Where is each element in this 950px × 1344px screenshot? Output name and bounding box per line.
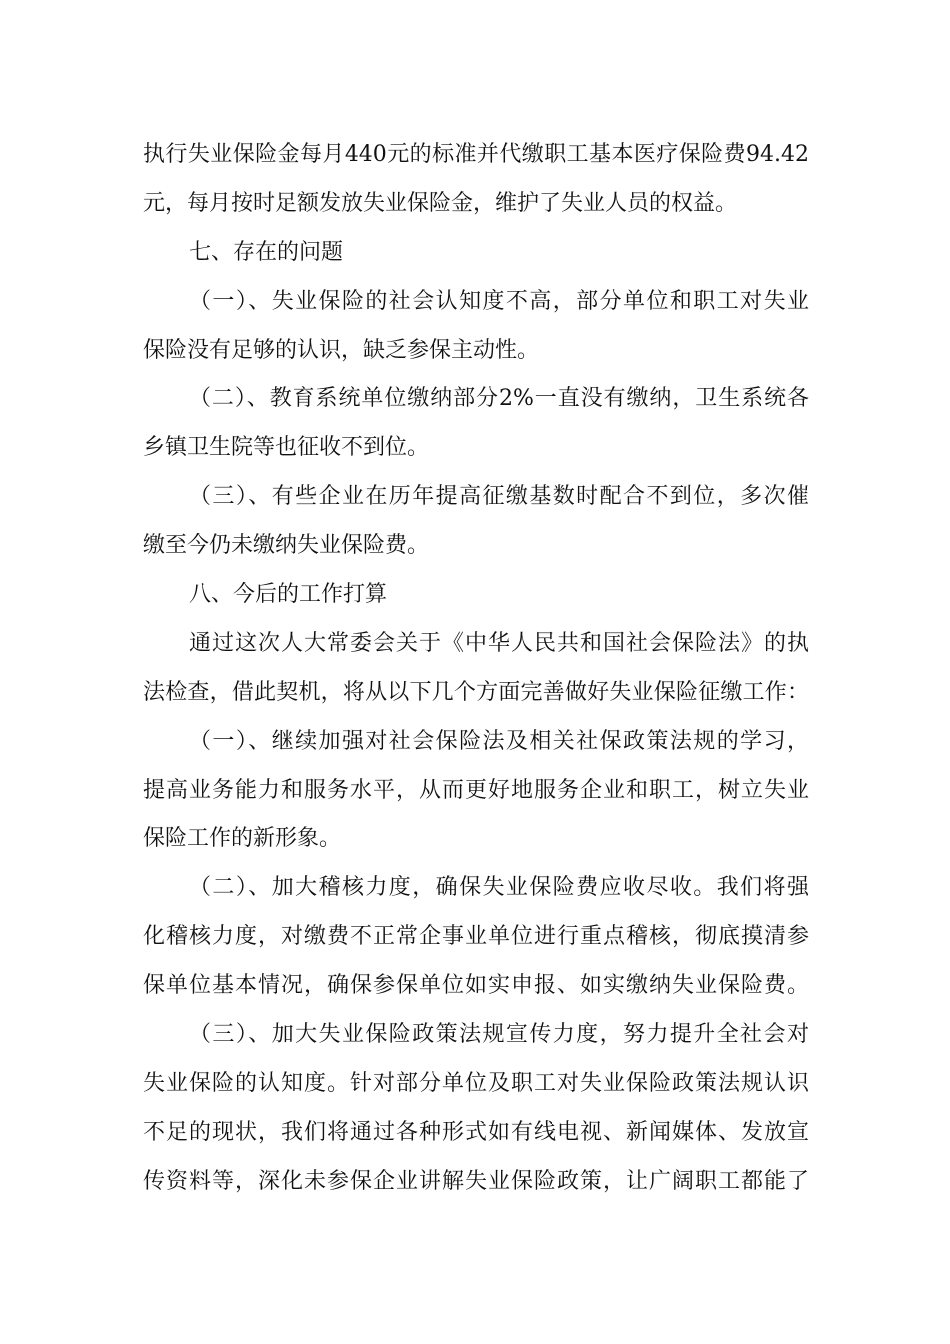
paragraph-line: （二）、加大稽核力度，确保失业保险费应收尽收。我们将强 (189, 875, 809, 901)
paragraph-line: （三）、有些企业在历年提高征缴基数时配合不到位，多次催 (189, 484, 809, 510)
section-heading: 八、今后的工作打算 (189, 582, 388, 608)
paragraph-line: 通过这次人大常委会关于《中华人民共和国社会保险法》的执 (189, 630, 809, 656)
paragraph-line: 保单位基本情况，确保参保单位如实申报、如实缴纳失业保险费。 (143, 973, 809, 999)
paragraph-line: （二）、教育系统单位缴纳部分2%一直没有缴纳，卫生系统各 (189, 386, 809, 412)
paragraph-line: （一）、失业保险的社会认知度不高，部分单位和职工对失业 (189, 288, 809, 314)
paragraph-line: 传资料等，深化未参保企业讲解失业保险政策，让广阔职工都能了 (143, 1168, 809, 1194)
section-heading: 七、存在的问题 (189, 239, 344, 265)
paragraph-line: 不足的现状，我们将通过各种形式如有线电视、新闻媒体、发放宣 (143, 1119, 809, 1145)
paragraph-line: 保险工作的新形象。 (143, 826, 342, 852)
paragraph-line: 法检查，借此契机，将从以下几个方面完善做好失业保险征缴工作： (143, 679, 809, 705)
paragraph-line: 乡镇卫生院等也征收不到位。 (143, 435, 430, 461)
paragraph-line: 元，每月按时足额发放失业保险金，维护了失业人员的权益。 (143, 190, 738, 216)
paragraph-line: （三）、加大失业保险政策法规宣传力度，努力提升全社会对 (189, 1022, 809, 1048)
document-body (143, 131, 809, 1207)
paragraph-line: 化稽核力度，对缴费不正常企事业单位进行重点稽核，彻底摸清参 (143, 924, 809, 950)
paragraph-line: 执行失业保险金每月440元的标准并代缴职工基本医疗保险费94.42 (143, 142, 809, 167)
paragraph-line: 保险没有足够的认识，缺乏参保主动性。 (143, 337, 540, 363)
paragraph-line: 缴至今仍未缴纳失业保险费。 (143, 533, 430, 559)
paragraph-line: （一）、继续加强对社会保险法及相关社保政策法规的学习， (189, 728, 809, 754)
paragraph-line: 提高业务能力和服务水平，从而更好地服务企业和职工，树立失业 (143, 777, 809, 803)
paragraph-line: 失业保险的认知度。针对部分单位及职工对失业保险政策法规认识 (143, 1070, 809, 1096)
